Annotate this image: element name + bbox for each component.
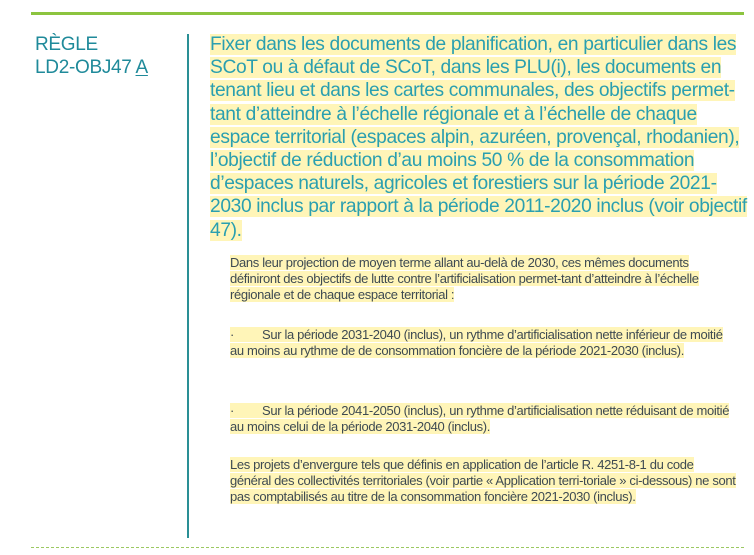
- bullet-item-2041-2050: [230, 403, 736, 435]
- bullet-item-text: Sur la période 2041-2050 (inclus), un rythme d’artificialisation nette réduisant de moitié au moins celui de la période 2031-2040 (inclus).: [230, 403, 730, 434]
- bullet-dot: ·: [230, 327, 234, 342]
- rule-label: [35, 33, 175, 79]
- bottom-divider: [31, 547, 744, 548]
- bullet-item-text: Sur la période 2031-2040 (inclus), un rythme d’artificialisation nette inférieur de moitié au moins au rythme de de consommation foncière de la période 2021-2030 (inclus).: [230, 327, 723, 358]
- rule-main-text: [210, 33, 748, 242]
- bullet-dot: ·: [230, 403, 234, 418]
- vertical-separator: [187, 34, 189, 538]
- intro-paragraph: [230, 255, 736, 303]
- rule-main-text-content: Fixer dans les documents de planification, en particulier dans les SCoT ou à défaut de SCoT, dans les PLU(i), les documents en tenant lieu et dans les cartes communales, des objectifs permet-tant d’atteindre à l’échelle régionale et à l’échelle de chaque espace territorial (espaces alpin, azuréen, provençal, rhodanien), l’objectif de réduction d’au moins 50 % de la consommation d’espaces naturels, agricoles et forestiers sur la période 2021-2030 inclus par rapport à la période 2011-2020 inclus (voir objectif 47).: [210, 34, 747, 241]
- rule-title: RÈGLE: [35, 34, 98, 55]
- rule-code: [35, 56, 175, 79]
- closing-paragraph: [230, 457, 736, 505]
- intro-paragraph-text: Dans leur projection de moyen terme allant au-delà de 2030, ces mêmes documents définiront des objectifs de lutte contre l’artificialisation permet-tant d’atteindre à l’échelle régionale et de chaque espace territorial :: [230, 255, 699, 302]
- rule-code-text: LD2-OBJ47: [35, 57, 132, 78]
- top-divider: [31, 12, 744, 15]
- rule-letter-link[interactable]: A: [135, 57, 148, 78]
- bullet-item-2031-2040: [230, 327, 736, 359]
- closing-paragraph-text: Les projets d’envergure tels que définis en application de l’article R. 4251-8-1 du code général des collectivités territoriales (voir partie « Application terri-toriale » ci-dessous) ne sont pas comptabilisés au titre de la consommation foncière 2021-2030 (inclus).: [230, 457, 736, 504]
